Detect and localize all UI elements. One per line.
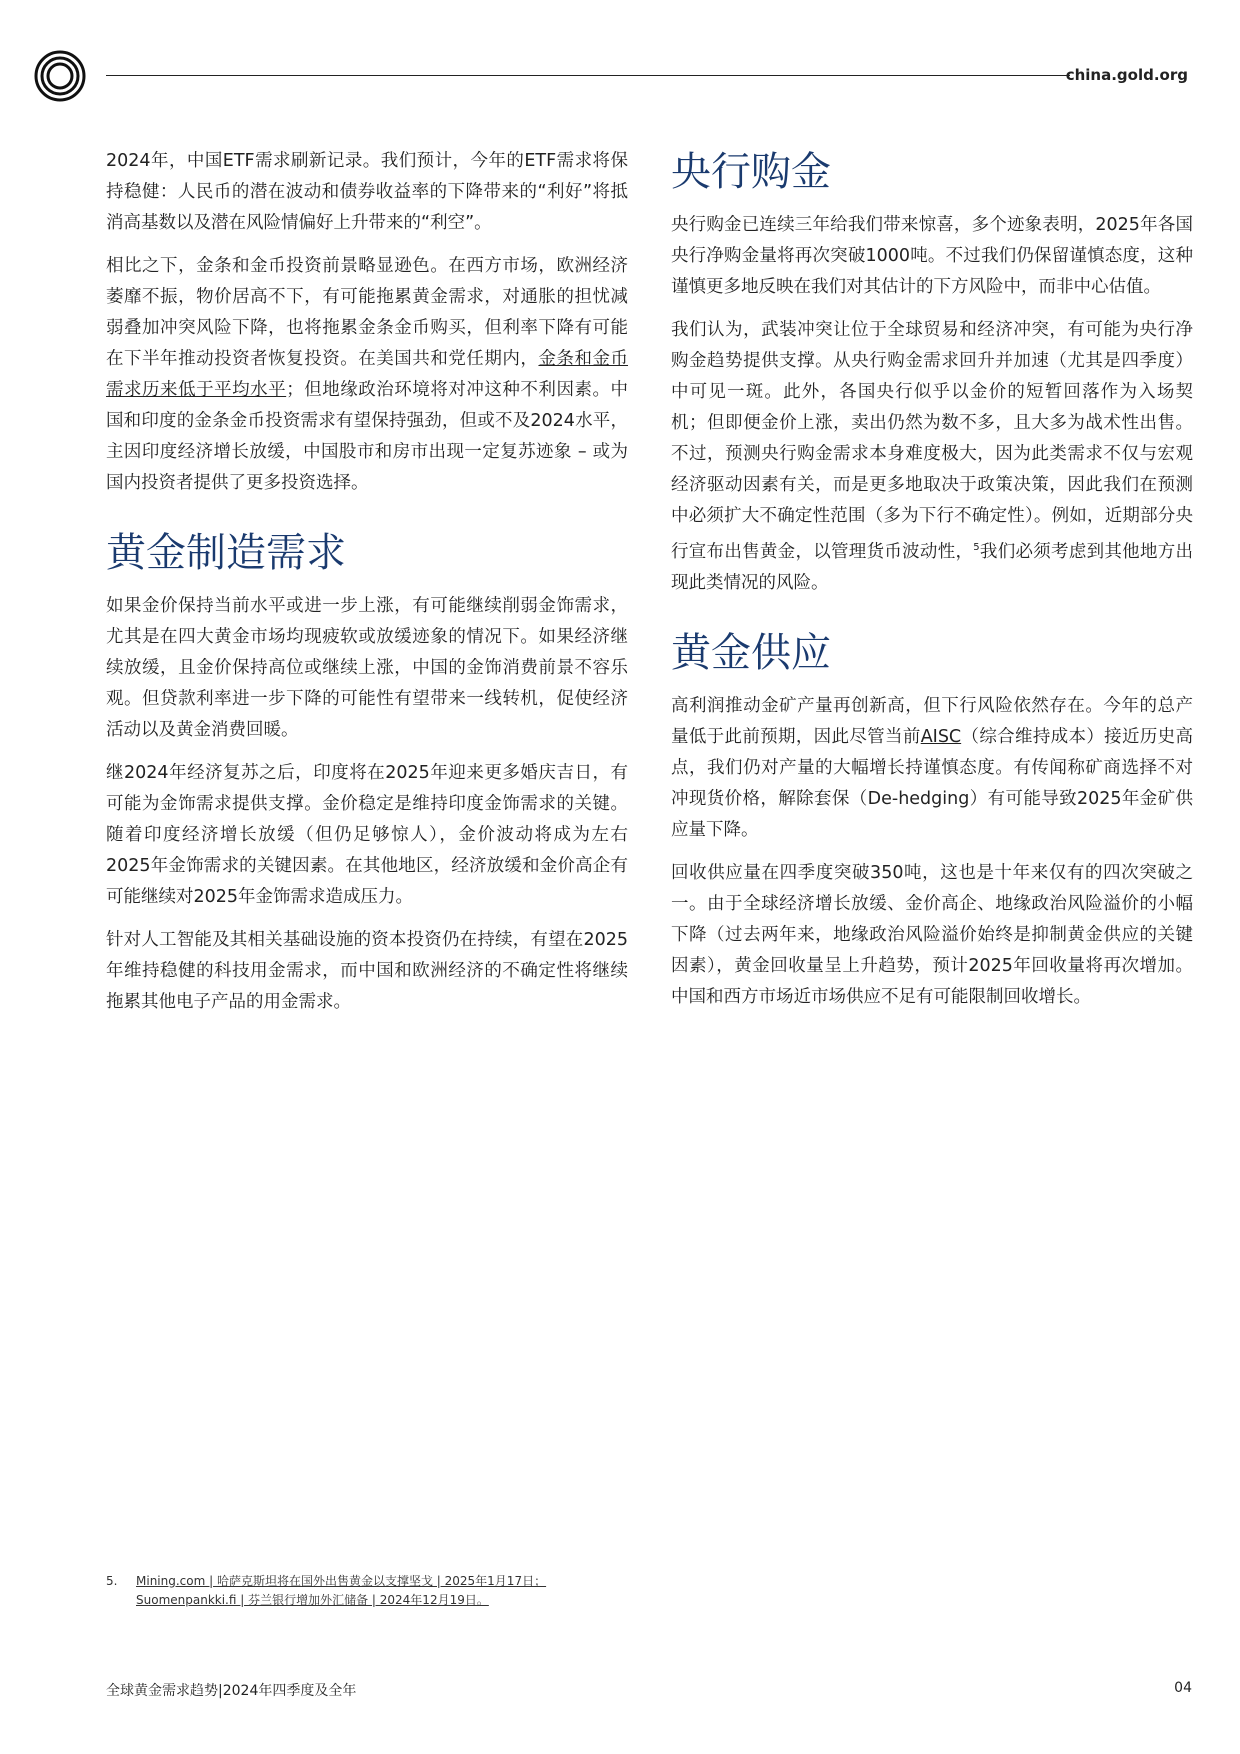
central-bank-paragraph-2: 我们认为，武装冲突让位于全球贸易和经济冲突，有可能为央行净购金趋势提供支撑。从央行购金需求回升并加速（尤其是四季度）中可见一斑。此外，各国央行似乎以金价的短暂回落作为入场契机；但即便金价上涨，卖出仍然为数不多，且大多为战术性出售。不过，预测央行购金需求本身难度极大，因为此类需求不仅与宏观经济驱动因素有关，而是更多地取决于政策决策，因此我们在预测中必须扩大不确定性范围（多为下行不确定性）。例如，近期部分央行宣布出售黄金，以管理货币波动性，$^5$我们必须考虑到其他地方出现此类情况的风险。 bbox=[671, 320, 1194, 593]
right-column bbox=[671, 146, 1193, 1025]
footnote-ref[interactable]: 5 bbox=[973, 542, 980, 553]
jewellery-paragraph: 如果金价保持当前水平或进一步上涨，有可能继续削弱金饰需求，尤其是在四大黄金市场均现疲软或放缓迹象的情况下。如果经济继续放缓，且金价保持高位或继续上涨，中国的金饰消费前景不容乐观。但贷款利率进一步下降的可能性有望带来一线转机，促使经济活动以及黄金消费回暖。 bbox=[106, 596, 628, 740]
page-number: 04 bbox=[1174, 1680, 1192, 1696]
bar-coin-paragraph: 相比之下，金条和金币投资前景略显逊色。在西方市场，欧洲经济萎靡不振，物价居高不下，有可能拖累黄金需求，对通胀的担忧减弱叠加冲突风险下降，也将拖累金条金币购买，但利率下降有可能在下半年推动投资者恢复投资。在美国共和党任期内，金条和金币需求历来低于平均水平；但地缘政治环境将对冲这种不利因素。中国和印度的金条金币投资需求有望保持强劲，但或不及2024水平，主因印度经济增长放缓，中国股市和房市出现一定复苏迹象 – 或为国内投资者提供了更多投资选择。 bbox=[106, 256, 629, 493]
footnote-number: 5. bbox=[106, 1574, 118, 1588]
header-rule bbox=[106, 75, 1070, 76]
aisc-link[interactable]: AISC bbox=[920, 726, 962, 747]
supply-heading: 黄金供应 bbox=[671, 629, 831, 676]
mine-supply-paragraph: 高利润推动金矿产量再创新高，但下行风险依然存在。今年的总产量低于此前预期，因此尽管当前AISC（综合维持成本）接近历史高点，我们仍对产量的大幅增长持谨慎态度。有传闻称矿商选择不对冲现货价格，解除套保（De-hedging）有可能导致2025年金矿供应量下降。 bbox=[671, 695, 1194, 840]
etf-paragraph: 2024年，中国ETF需求刷新记录。我们预计，今年的ETF需求将保持稳健：人民币的潜在波动和债券收益率的下降带来的“利好”将抵消高基数以及潜在风险情偏好上升带来的“利空”。 bbox=[106, 151, 628, 233]
site-link[interactable]: china.gold.org bbox=[1065, 66, 1188, 84]
footnote bbox=[106, 1572, 626, 1610]
footer-title: 全球黄金需求趋势|2024年四季度及全年 bbox=[106, 1683, 357, 1699]
wgc-logo-icon bbox=[34, 50, 86, 102]
central-bank-heading: 央行购金 bbox=[671, 149, 831, 195]
left-column bbox=[106, 146, 628, 1030]
footnote-text[interactable]: Mining.com | 哈萨克斯坦将在国外出售黄金以支撑坚戈 | 2025年1月17日；Suomenpankki.fi | 芬兰银行增加外汇储备 | 2024年12月19日。 bbox=[136, 1574, 547, 1607]
bar-coin-demand-link[interactable]: 金条和金币需求历来低于平均水平 bbox=[106, 349, 629, 400]
central-bank-paragraph-1: 央行购金已连续三年给我们带来惊喜，多个迹象表明，2025年各国央行净购金量将再次突破1000吨。不过我们仍保留谨慎态度，这种谨慎更多地反映在我们对其估计的下方风险中，而非中心估值。 bbox=[671, 215, 1193, 297]
recycling-paragraph: 回收供应量在四季度突破350吨，这也是十年来仅有的四次突破之一。由于全球经济增长放缓、金价高企、地缘政治风险溢价的小幅下降（过去两年来，地缘政治风险溢价始终是抑制黄金供应的关键因素），黄金回收量呈上升趋势，预计2025年回收量将再次增加。中国和西方市场近市场供应不足有可能限制回收增长。 bbox=[671, 862, 1193, 1007]
manufacturing-heading: 黄金制造需求 bbox=[106, 530, 346, 576]
india-paragraph: 继2024年经济复苏之后，印度将在2025年迎来更多婚庆吉日，有可能为金饰需求提供支撑。金价稳定是维持印度金饰需求的关键。随着印度经济增长放缓（但仍足够惊人），金价波动将成为左右2025年金饰需求的关键因素。在其他地区，经济放缓和金价高企有可能继续对2025年金饰需求造成压力。 bbox=[106, 763, 628, 907]
technology-paragraph: 针对人工智能及其相关基础设施的资本投资仍在持续，有望在2025年维持稳健的科技用金需求，而中国和欧洲经济的不确定性将继续拖累其他电子产品的用金需求。 bbox=[106, 930, 628, 1012]
